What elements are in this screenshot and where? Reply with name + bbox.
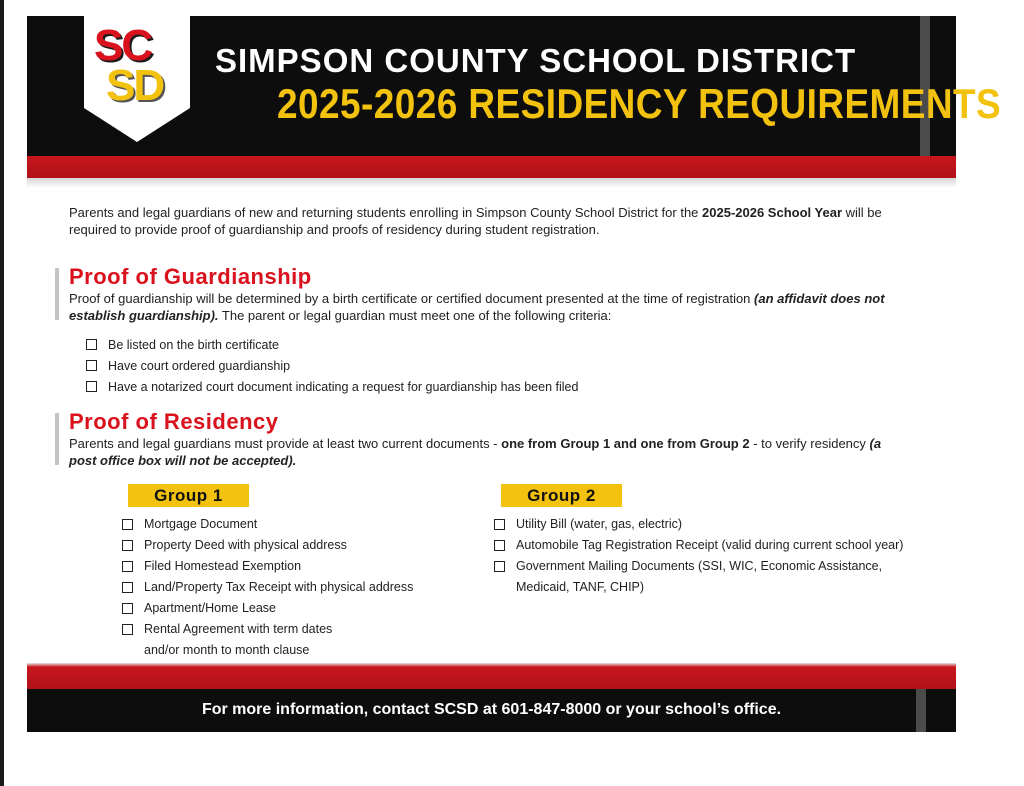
list-item-continuation: Medicaid, TANF, CHIP) [516,580,645,594]
intro-text-end: will be required to provide proof of guardianship and proofs of residency during student registration. [69,205,882,237]
page-left-edge [0,0,4,786]
group-2-label: Group 2 [501,484,622,507]
checkbox-icon[interactable] [122,624,133,635]
intro-school-year: 2025-2026 School Year [702,205,842,220]
guardianship-text: Proof of guardianship will be determined by a birth certificate or certified document presented at the time of registration [69,291,755,306]
checkbox-icon[interactable] [122,519,133,530]
guardianship-criteria-list [86,336,578,399]
district-logo [94,21,184,112]
intro-paragraph [69,204,889,238]
checkbox-icon[interactable] [122,603,133,614]
guardianship-note: (an affidavit does not establish guardianship). [69,291,885,323]
list-item: Apartment/Home Lease [122,598,413,619]
header-shadow [27,178,956,188]
list-item: Filed Homestead Exemption [122,556,413,577]
header-red-band [27,156,956,178]
guardianship-accent-bar [55,268,59,320]
residency-paragraph [69,435,889,469]
list-item: Government Mailing Documents (SSI, WIC, Economic Assistance, [494,556,903,577]
list-item: Mortgage Document [122,514,413,535]
residency-heading: Proof of Residency [69,409,279,434]
checkbox-icon[interactable] [122,582,133,593]
list-item-continuation: and/or month to month clause [144,643,310,657]
checkbox-icon[interactable] [86,339,97,350]
footer-banner [27,689,956,732]
intro-text: Parents and legal guardians of new and returning students enrolling in Simpson County School District for the [69,205,703,220]
residency-accent-bar [55,413,59,465]
checkbox-icon[interactable] [494,519,505,530]
checkbox-icon[interactable] [122,561,133,572]
footer-red-band [27,663,956,689]
header-banner [27,16,1002,156]
list-item: Property Deed with physical address [122,535,413,556]
guardianship-text-end: The parent or legal guardian must meet one of the following criteria: [218,308,612,323]
flyer-subtitle: 2025-2026 RESIDENCY REQUIREMENTS [277,80,1002,127]
residency-groups-note: one from Group 1 and one from Group 2 [501,436,750,451]
list-item: Have court ordered guardianship [86,357,578,378]
checkbox-icon[interactable] [494,540,505,551]
group-1-list [122,514,413,661]
contact-info: For more information, contact SCSD at 601-847-8000 or your school’s office. [201,701,782,718]
list-item: Land/Property Tax Receipt with physical address [122,577,413,598]
logo-bottom-letters: SD [106,61,164,110]
checkbox-icon[interactable] [86,360,97,371]
district-title: SIMPSON COUNTY SCHOOL DISTRICT [215,42,857,79]
residency-po-box-note: (a post office box will not be accepted). [69,436,882,468]
list-item: Utility Bill (water, gas, electric) [494,514,903,535]
checkbox-icon[interactable] [122,540,133,551]
checkbox-icon[interactable] [494,561,505,572]
group-2-list [494,514,903,598]
guardianship-heading: Proof of Guardianship [69,264,312,289]
list-item: Rental Agreement with term dates [122,619,413,640]
residency-text: Parents and legal guardians must provide at least two current documents - [69,436,502,451]
residency-text-mid: - to verify residency [749,436,870,451]
list-item: Have a notarized court document indicating a request for guardianship has been filed [86,378,578,399]
guardianship-paragraph [69,290,909,324]
checkbox-icon[interactable] [86,381,97,392]
flyer [27,16,1002,732]
group-1-label: Group 1 [128,484,249,507]
list-item: Automobile Tag Registration Receipt (valid during current school year) [494,535,903,556]
logo-top-letters: SC [94,21,152,70]
list-item: Be listed on the birth certificate [86,336,578,357]
